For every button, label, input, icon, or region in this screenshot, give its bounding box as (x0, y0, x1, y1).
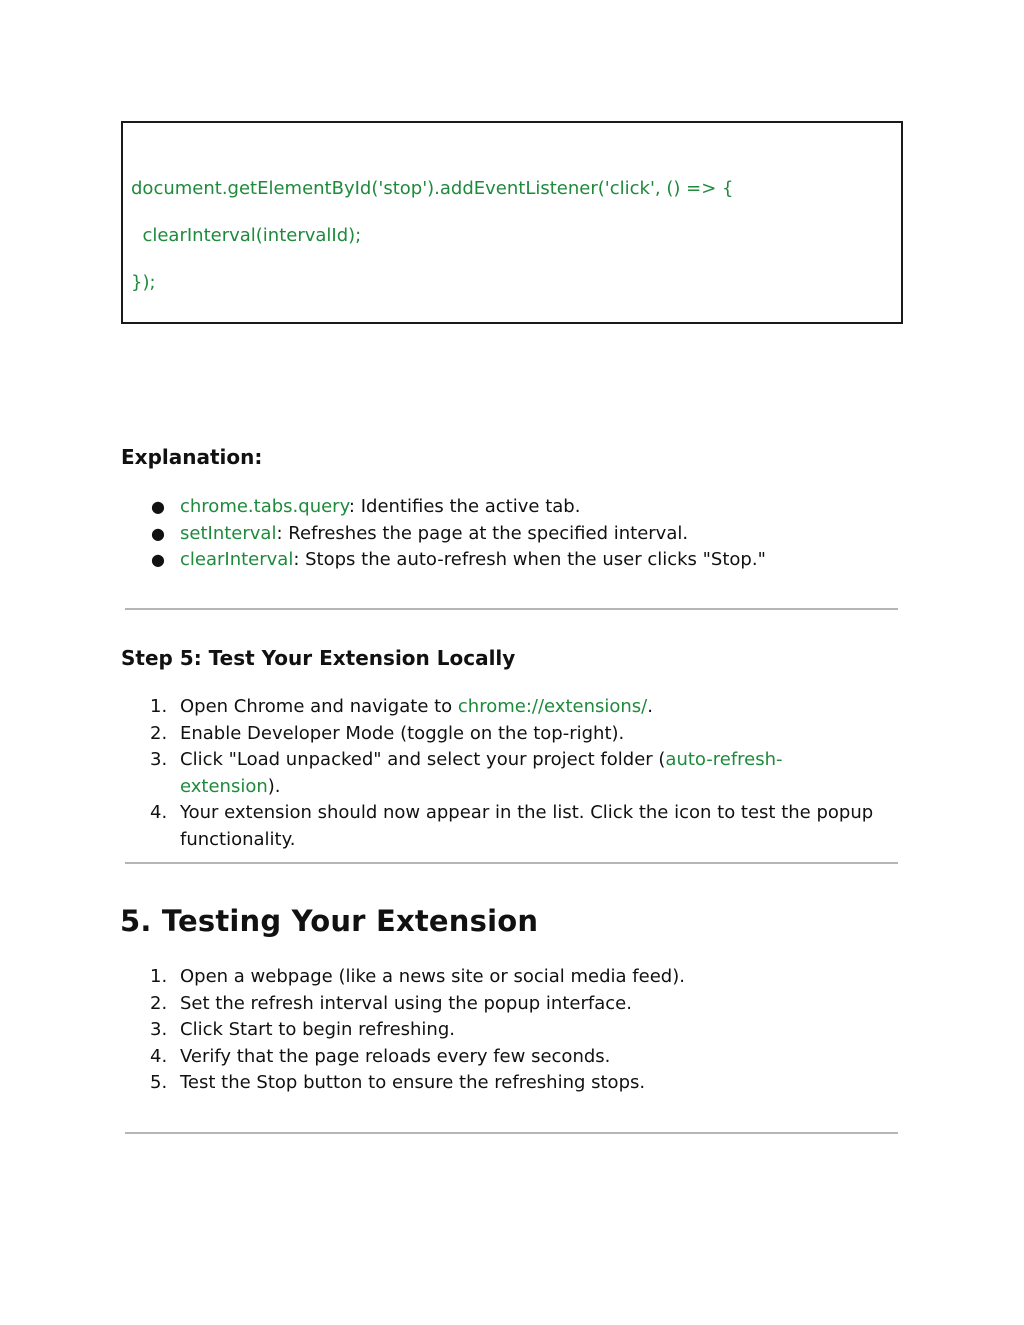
list-number: 1. (150, 696, 168, 717)
item-description: : Identifies the active tab. (348, 496, 581, 517)
list-item (121, 494, 901, 521)
list-item (121, 547, 901, 574)
step5-heading: Step 5: Test Your Extension Locally (121, 646, 516, 670)
list-item (121, 747, 901, 800)
list-number: 2. (150, 722, 168, 744)
list-number: 3. (150, 1019, 168, 1040)
item-description: : Refreshes the page at the specified interval. (276, 522, 689, 544)
item-text: Enable Developer Mode (toggle on the top-right). (180, 722, 625, 744)
bullet-icon: ● (151, 550, 165, 569)
item-text: Click Start to begin refreshing. (180, 1019, 455, 1040)
list-item (121, 1044, 901, 1071)
horizontal-rule (125, 862, 898, 864)
list-item (121, 1017, 901, 1044)
item-text: Test the Stop button to ensure the refreshing stops. (180, 1072, 646, 1093)
step5-list (121, 694, 901, 853)
item-description: : Stops the auto-refresh when the user clicks "Stop." (293, 549, 766, 570)
code-term: clearInterval (180, 549, 294, 570)
code-line: document.getElementById('stop').addEventListener('click', () => { (131, 178, 734, 199)
list-item (121, 721, 901, 748)
list-number: 4. (150, 802, 168, 823)
list-item (121, 964, 901, 991)
explanation-list (121, 494, 901, 574)
item-text: ). (267, 775, 281, 797)
code-term: chrome.tabs.query (180, 496, 349, 517)
code-line: }); (131, 272, 156, 293)
list-item (121, 800, 901, 853)
testing-heading: 5. Testing Your Extension (120, 904, 539, 938)
item-text: Set the refresh interval using the popup interface. (180, 992, 632, 1014)
bullet-icon: ● (151, 497, 165, 516)
item-text: Open Chrome and navigate to (180, 696, 458, 717)
explanation-heading: Explanation: (121, 445, 263, 469)
list-item (121, 694, 901, 721)
item-text: Your extension should now appear in the list. Click the icon to test the popup functionality. (180, 802, 874, 850)
item-text: Click "Load unpacked" and select your project folder ( (180, 749, 666, 770)
list-number: 5. (150, 1072, 168, 1093)
list-number: 1. (150, 966, 168, 987)
item-text: Verify that the page reloads every few seconds. (180, 1045, 611, 1067)
list-number: 4. (150, 1045, 168, 1067)
list-number: 2. (150, 992, 168, 1014)
list-item (121, 991, 901, 1018)
code-term: setInterval (180, 522, 277, 544)
horizontal-rule (125, 608, 898, 610)
testing-list (121, 964, 901, 1097)
item-text: Open a webpage (like a news site or social media feed). (180, 966, 685, 987)
list-item (121, 521, 901, 548)
code-block (121, 121, 903, 324)
list-number: 3. (150, 749, 168, 770)
bullet-icon: ● (151, 523, 165, 543)
list-item (121, 1070, 901, 1097)
code-term: chrome://extensions/ (457, 696, 648, 717)
code-line: clearInterval(intervalId); (131, 225, 362, 246)
code-term: auto-refresh-extension (180, 749, 783, 797)
item-text: . (647, 696, 653, 717)
horizontal-rule (125, 1132, 898, 1134)
